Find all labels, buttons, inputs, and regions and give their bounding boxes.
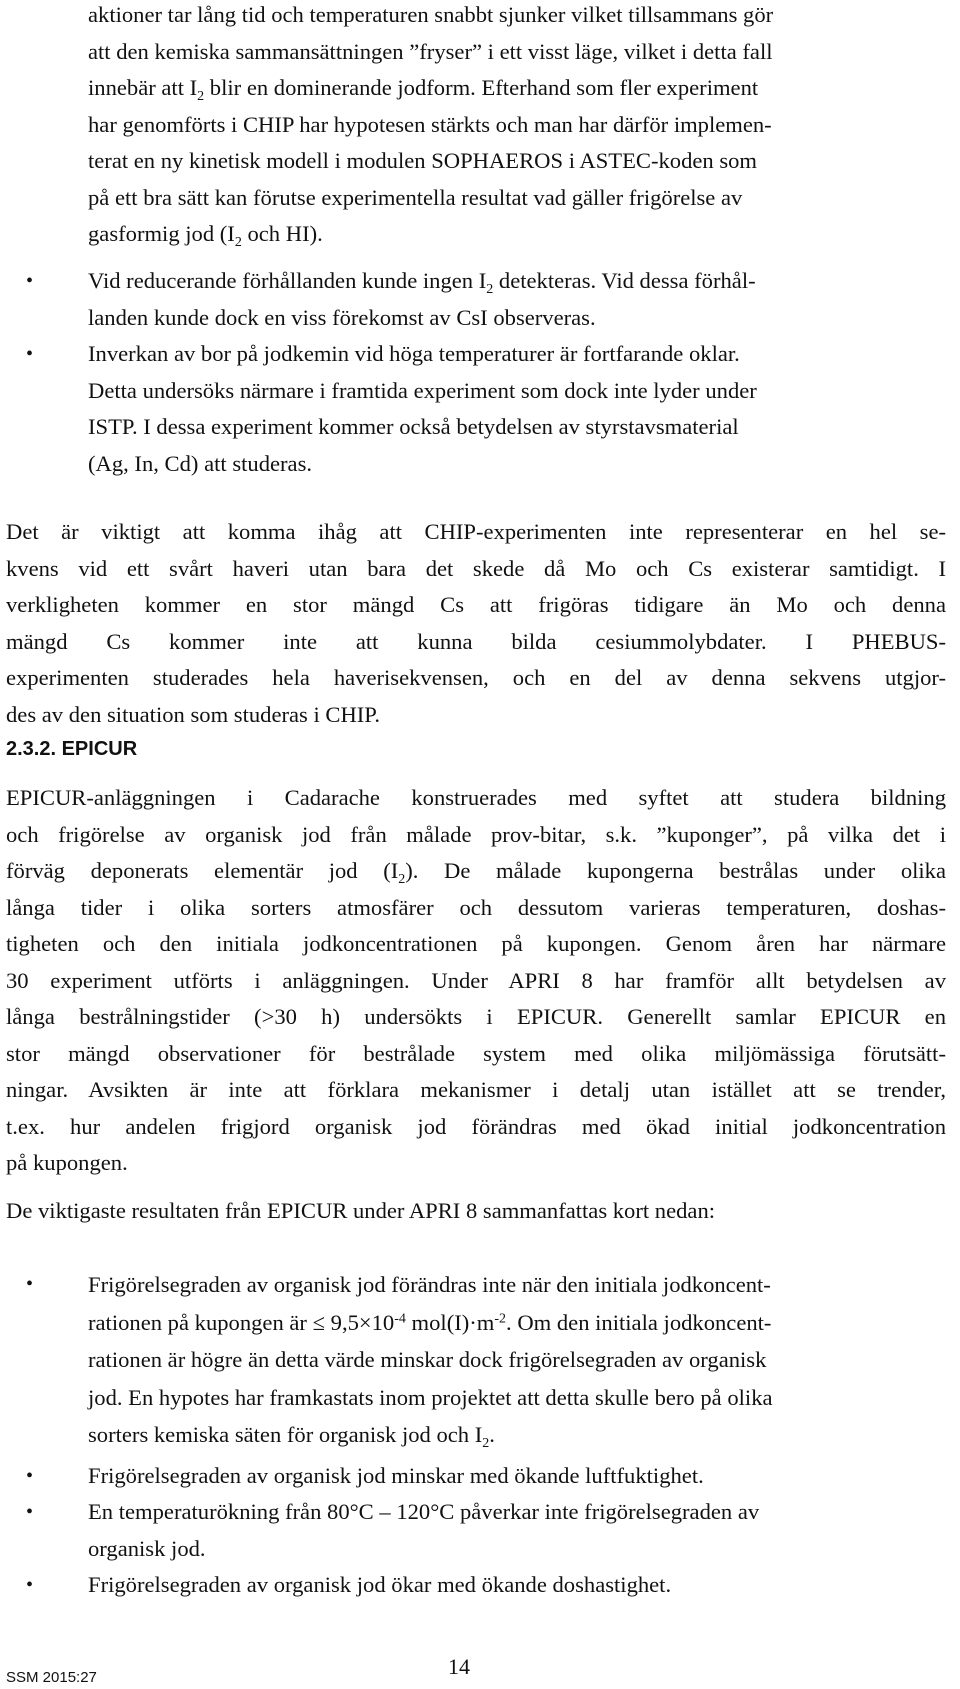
text: Frigörelsegraden av organisk jod förändras inte när den initiala jodkoncent- <box>88 1272 771 1297</box>
bullet-item <box>26 1458 946 1495</box>
text-line <box>88 70 946 107</box>
subscript: 2 <box>398 871 406 887</box>
text-line <box>6 1145 946 1182</box>
text: . <box>489 1422 495 1447</box>
continued-bullet <box>88 0 946 253</box>
text: jod. En hypotes har framkastats inom projektet att detta skulle bero på olika <box>88 1384 773 1410</box>
text-line <box>88 1379 946 1417</box>
text-line: experimenten studerades hela haverisekvensen, och en del av denna sekvens utgjor- <box>6 665 946 690</box>
text: på ett bra sätt kan förutse experimentella resultat vad gäller frigörelse av <box>88 184 743 210</box>
subscript: 2 <box>486 281 494 297</box>
text: ). De målade kupongerna bestrålas under olika <box>405 858 946 883</box>
bullet-icon: • <box>26 343 34 365</box>
text: Frigörelsegraden av organisk jod ökar med ökande doshastighet. <box>88 1572 672 1597</box>
text-line <box>88 1531 946 1568</box>
text-line <box>88 107 946 144</box>
text: des av den situation som studeras i CHIP. <box>6 701 381 727</box>
paragraph <box>6 780 946 1182</box>
text: förväg deponerats elementär jod (I <box>6 858 399 883</box>
text-line: mängd Cs kommer inte att kunna bilda cesiummolybdater. I PHEBUS- <box>6 628 946 654</box>
text-line <box>88 1494 946 1531</box>
superscript: -2 <box>494 1310 507 1326</box>
text: blir en dominerande jodform. Efterhand som fler experiment <box>204 75 759 100</box>
text: landen kunde dock en viss förekomst av CsI observeras. <box>88 304 596 330</box>
text: har genomförts i CHIP har hypotesen stärkts och man har därför implemen- <box>88 111 772 137</box>
text-line: långa bestrålningstider (>30 h) undersökts i EPICUR. Generellt samlar EPICUR en <box>6 1004 946 1029</box>
text: aktioner tar lång tid och temperaturen snabbt sjunker vilket tillsammans gör <box>88 2 774 27</box>
paragraph <box>6 514 946 733</box>
text-line <box>88 300 946 337</box>
bullet-item <box>26 1266 946 1454</box>
text: De viktigaste resultaten från EPICUR under APRI 8 sammanfattas kort nedan: <box>6 1198 716 1223</box>
text: sorters kemiska säten för organisk jod och I <box>88 1422 483 1447</box>
text: gasformig jod (I <box>88 221 235 246</box>
text-line: kvens vid ett svårt haveri utan bara det skede då Mo och Cs existerar samtidigt. I <box>6 555 946 581</box>
text-line <box>88 34 946 71</box>
bullet-icon: • <box>26 270 34 292</box>
text-line <box>6 1193 946 1230</box>
text: och HI). <box>241 221 323 246</box>
text-line <box>6 853 946 890</box>
text: Frigörelsegraden av organisk jod minskar med ökande luftfuktighet. <box>88 1463 704 1488</box>
text-line: 30 experiment utförts i anläggningen. Under APRI 8 har framför allt betydelsen av <box>6 967 946 993</box>
text-line <box>6 697 946 734</box>
text: innebär att I <box>88 75 198 100</box>
bullet-icon: • <box>26 1501 34 1523</box>
text: att den kemiska sammansättningen ”fryser” i ett visst läge, vilket i detta fall <box>88 38 773 64</box>
text-line: tigheten och den initiala jodkoncentrationen på kupongen. Genom åren har närmare <box>6 931 946 956</box>
text: Vid reducerande förhållanden kunde ingen I <box>88 268 487 293</box>
text-line <box>88 1416 946 1454</box>
text-line <box>88 1304 946 1342</box>
page-number: 14 <box>448 1654 470 1679</box>
superscript: -4 <box>394 1310 406 1326</box>
text-line: verkligheten kommer en stor mängd Cs att frigöras tidigare än Mo och denna <box>6 592 946 617</box>
text-line <box>88 1567 946 1604</box>
bullet-icon: • <box>26 1465 34 1487</box>
text: rationen på kupongen är ≤ 9,5×10 <box>88 1309 395 1335</box>
text: Detta undersöks närmare i framtida experiment som dock inte lyder under <box>88 377 757 403</box>
text-line: t.ex. hur andelen frigjord organisk jod förändras med ökad initial jodkoncentration <box>6 1113 946 1139</box>
text-line <box>88 1341 946 1379</box>
text-line <box>88 409 946 446</box>
section-heading: 2.3.2. EPICUR <box>6 738 138 760</box>
text: . Om den initiala jodkoncent- <box>506 1309 772 1335</box>
bullet-item <box>26 263 946 336</box>
text-line <box>88 180 946 217</box>
text-line: EPICUR-anläggningen i Cadarache konstruerades med syftet att studera bildning <box>6 785 946 810</box>
bullet-icon: • <box>26 1273 34 1295</box>
text: rationen är högre än detta värde minskar dock frigörelsegraden av organisk <box>88 1347 767 1372</box>
bullet-item <box>26 336 946 482</box>
text: Inverkan av bor på jodkemin vid höga temperaturer är fortfarande oklar. <box>88 341 740 366</box>
text-line: och frigörelse av organisk jod från målade prov-bitar, s.k. ”kuponger”, på vilka det i <box>6 821 946 847</box>
text-line: Det är viktigt att komma ihåg att CHIP-experimenten inte representerar en hel se- <box>6 519 946 544</box>
bullet-item <box>26 1494 946 1567</box>
subscript: 2 <box>482 1435 490 1451</box>
bullet-icon: • <box>26 1574 34 1596</box>
text: detekteras. Vid dessa förhål- <box>493 268 756 293</box>
text: organisk jod. <box>88 1535 206 1561</box>
text: (Ag, In, Cd) att studeras. <box>88 450 313 476</box>
text-line <box>88 373 946 410</box>
text: En temperaturökning från 80°C – 120°C påverkar inte frigörelsegraden av <box>88 1499 760 1524</box>
text-line <box>88 263 946 300</box>
text-line: stor mängd observationer för bestrålade system med olika miljömässiga förutsätt- <box>6 1040 946 1066</box>
text-line: långa tider i olika sorters atmosfärer och dessutom varieras temperaturen, doshas- <box>6 894 946 920</box>
text-line <box>88 446 946 483</box>
text-line <box>88 1458 946 1495</box>
text: terat en ny kinetisk modell i modulen SOPHAEROS i ASTEC-koden som <box>88 148 757 173</box>
subscript: 2 <box>234 234 242 250</box>
text: på kupongen. <box>6 1150 128 1175</box>
text-line <box>88 216 946 253</box>
text-line <box>88 143 946 180</box>
report-id: SSM 2015:27 <box>6 1669 97 1686</box>
subscript: 2 <box>197 88 205 104</box>
text-line <box>88 336 946 373</box>
paragraph <box>6 1193 946 1230</box>
text: ISTP. I dessa experiment kommer också betydelsen av styrstavsmaterial <box>88 414 739 439</box>
text-line: ningar. Avsikten är inte att förklara mekanismer i detalj utan istället att se trender, <box>6 1077 946 1102</box>
bullet-item <box>26 1567 946 1604</box>
text-line <box>88 1266 946 1304</box>
text: mol(I)·m <box>405 1309 495 1335</box>
text-line <box>88 0 946 34</box>
